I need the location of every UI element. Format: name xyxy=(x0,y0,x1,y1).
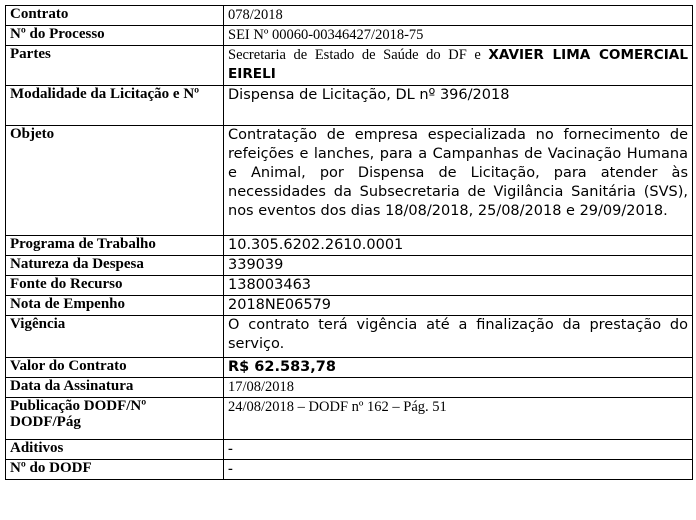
row-label-contrato: Contrato xyxy=(6,6,224,26)
table-row xyxy=(6,6,693,26)
table-row xyxy=(6,276,693,296)
row-value-objeto: Contratação de empresa especializada no fornecimento de refeições e lanches, para a Campanhas de Vacinação Humana e Animal, por Dispensa de Licitação, para atender às necessidades da Subsecretaria de Vigilância Sanitária (SVS), nos eventos dos dias 18/08/2018, 25/08/2018 e 29/09/2018. xyxy=(224,126,693,236)
row-value-vigencia: O contrato terá vigência até a finalização da prestação do serviço. xyxy=(224,316,693,358)
row-value-modalidade: Dispensa de Licitação, DL nº 396/2018 xyxy=(224,86,693,126)
row-value-dodf: - xyxy=(224,460,693,480)
table-row xyxy=(6,440,693,460)
row-label-dodf: Nº do DODF xyxy=(6,460,224,480)
row-label-vigencia: Vigência xyxy=(6,316,224,358)
partes-company-name: XAVIER LIMA COMERCIAL EIRELI xyxy=(228,47,688,82)
row-label-modalidade: Modalidade da Licitação e Nº xyxy=(6,86,224,126)
table-row xyxy=(6,296,693,316)
table-row xyxy=(6,86,693,126)
row-value-fonte: 138003463 xyxy=(224,276,693,296)
row-label-fonte: Fonte do Recurso xyxy=(6,276,224,296)
row-value-valor: R$ 62.583,78 xyxy=(224,358,693,378)
row-label-valor: Valor do Contrato xyxy=(6,358,224,378)
row-value-partes xyxy=(224,46,693,86)
row-label-processo: Nº do Processo xyxy=(6,26,224,46)
row-value-empenho: 2018NE06579 xyxy=(224,296,693,316)
row-label-assinatura: Data da Assinatura xyxy=(6,378,224,398)
table-row xyxy=(6,378,693,398)
table-row xyxy=(6,398,693,440)
row-label-empenho: Nota de Empenho xyxy=(6,296,224,316)
row-value-programa: 10.305.6202.2610.0001 xyxy=(224,236,693,256)
row-value-assinatura: 17/08/2018 xyxy=(224,378,693,398)
table-row xyxy=(6,256,693,276)
row-value-natureza: 339039 xyxy=(224,256,693,276)
table-row xyxy=(6,126,693,236)
table-row xyxy=(6,26,693,46)
table-row xyxy=(6,358,693,378)
table-row xyxy=(6,46,693,86)
row-label-partes: Partes xyxy=(6,46,224,86)
row-label-aditivos: Aditivos xyxy=(6,440,224,460)
row-value-publicacao: 24/08/2018 – DODF nº 162 – Pág. 51 xyxy=(224,398,693,440)
partes-text: Secretaria de Estado de Saúde do DF e xyxy=(228,47,489,63)
contract-summary-table xyxy=(5,5,693,480)
table-row xyxy=(6,236,693,256)
table-row xyxy=(6,460,693,480)
row-label-programa: Programa de Trabalho xyxy=(6,236,224,256)
table-row xyxy=(6,316,693,358)
row-value-contrato: 078/2018 xyxy=(224,6,693,26)
row-value-aditivos: - xyxy=(224,440,693,460)
row-label-natureza: Natureza da Despesa xyxy=(6,256,224,276)
row-label-objeto: Objeto xyxy=(6,126,224,236)
row-value-processo: SEI Nº 00060-00346427/2018-75 xyxy=(224,26,693,46)
row-label-publicacao: Publicação DODF/Nº DODF/Pág xyxy=(6,398,224,440)
